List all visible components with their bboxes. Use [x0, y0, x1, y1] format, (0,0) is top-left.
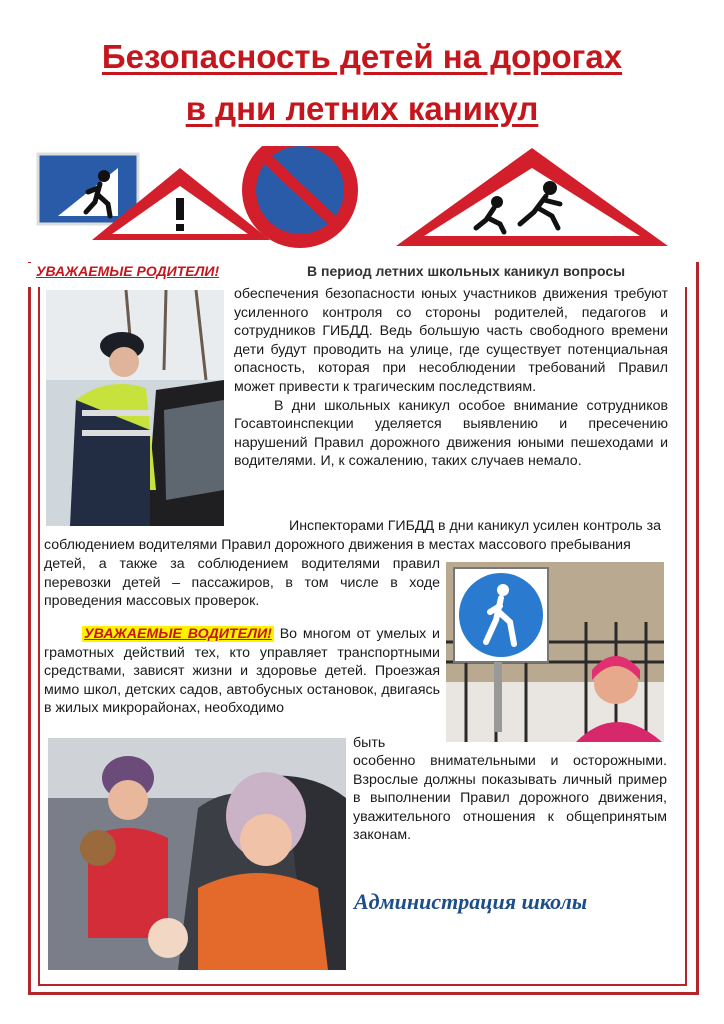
paragraph-2: В дни школьных каникул особое внимание сотрудников Госавтоинспекции уделяется выявлению и пресечению нарушений Правил дорожного движения юными пешеходами и водителями. И, к сожалению, таких случаев немало.	[234, 397, 668, 470]
paragraph-3: Инспекторами ГИБДД в дни каникул усилен контроль за соблюдением водителями Правил дорожного движения в местах массового пребывания	[44, 518, 662, 553]
children-car-seat-photo	[48, 738, 346, 970]
paragraph-5: особенно внимательными и осторожными. Взрослые должны показывать личный пример в выполнении Правил дорожного движения, уважительного отношения к общепринятым законам.	[353, 753, 667, 844]
police-officer-photo	[46, 290, 224, 526]
paragraph-4-word: быть	[353, 735, 386, 751]
paragraph-1: обеспечения безопасности юных участников движения требуют усиленного контроля со стороны родителей, педагогов и сотрудников ГИБДД. Ведь большую часть свободного времени дети будут проводить на улице, где существует потенциальная опасность, которая при несоблюдении требований Правил может привести к трагическим последствиям. В дни школьных каникул особое внимание сотрудников Госавтоинспекции уделяется выявлению и пресечению нарушений Правил дорожного движения юными пешеходами и водителями. И, к сожалению, таких случаев немало.	[234, 286, 668, 470]
children-sign-photo	[446, 562, 664, 742]
paragraph-4: УВАЖАЕМЫЕ ВОДИТЕЛИ! Во многом от умелых и грамотных действий тех, кто управляет транспортными средствами, зависят жизни и здоровье детей. Проезжая мимо школ, детских садов, автобусных остановок, двигаясь в жилых микрорайонах, необходимо	[44, 626, 440, 717]
page-title-line2: в дни летних каникул	[185, 90, 539, 127]
page-title-line1: Безопасность детей на дорогах	[101, 38, 623, 75]
lead-text: В период летних школьных каникул вопросы	[307, 263, 626, 279]
road-signs-banner	[0, 146, 724, 252]
children-crossing-sign-icon	[396, 148, 668, 246]
lead-drivers: УВАЖАЕМЫЕ ВОДИТЕЛИ!	[84, 626, 272, 642]
pedestrian-crossing-sign-icon	[38, 154, 138, 224]
signature: Администрация школы	[354, 889, 588, 914]
lead-parents: УВАЖАЕМЫЕ РОДИТЕЛИ!	[36, 263, 220, 279]
paragraph-3-cont: детей, а также за соблюдением водителями правил перевозки детей – пассажиров, в том числе в ходе проведения массовых проверок.	[44, 556, 440, 610]
